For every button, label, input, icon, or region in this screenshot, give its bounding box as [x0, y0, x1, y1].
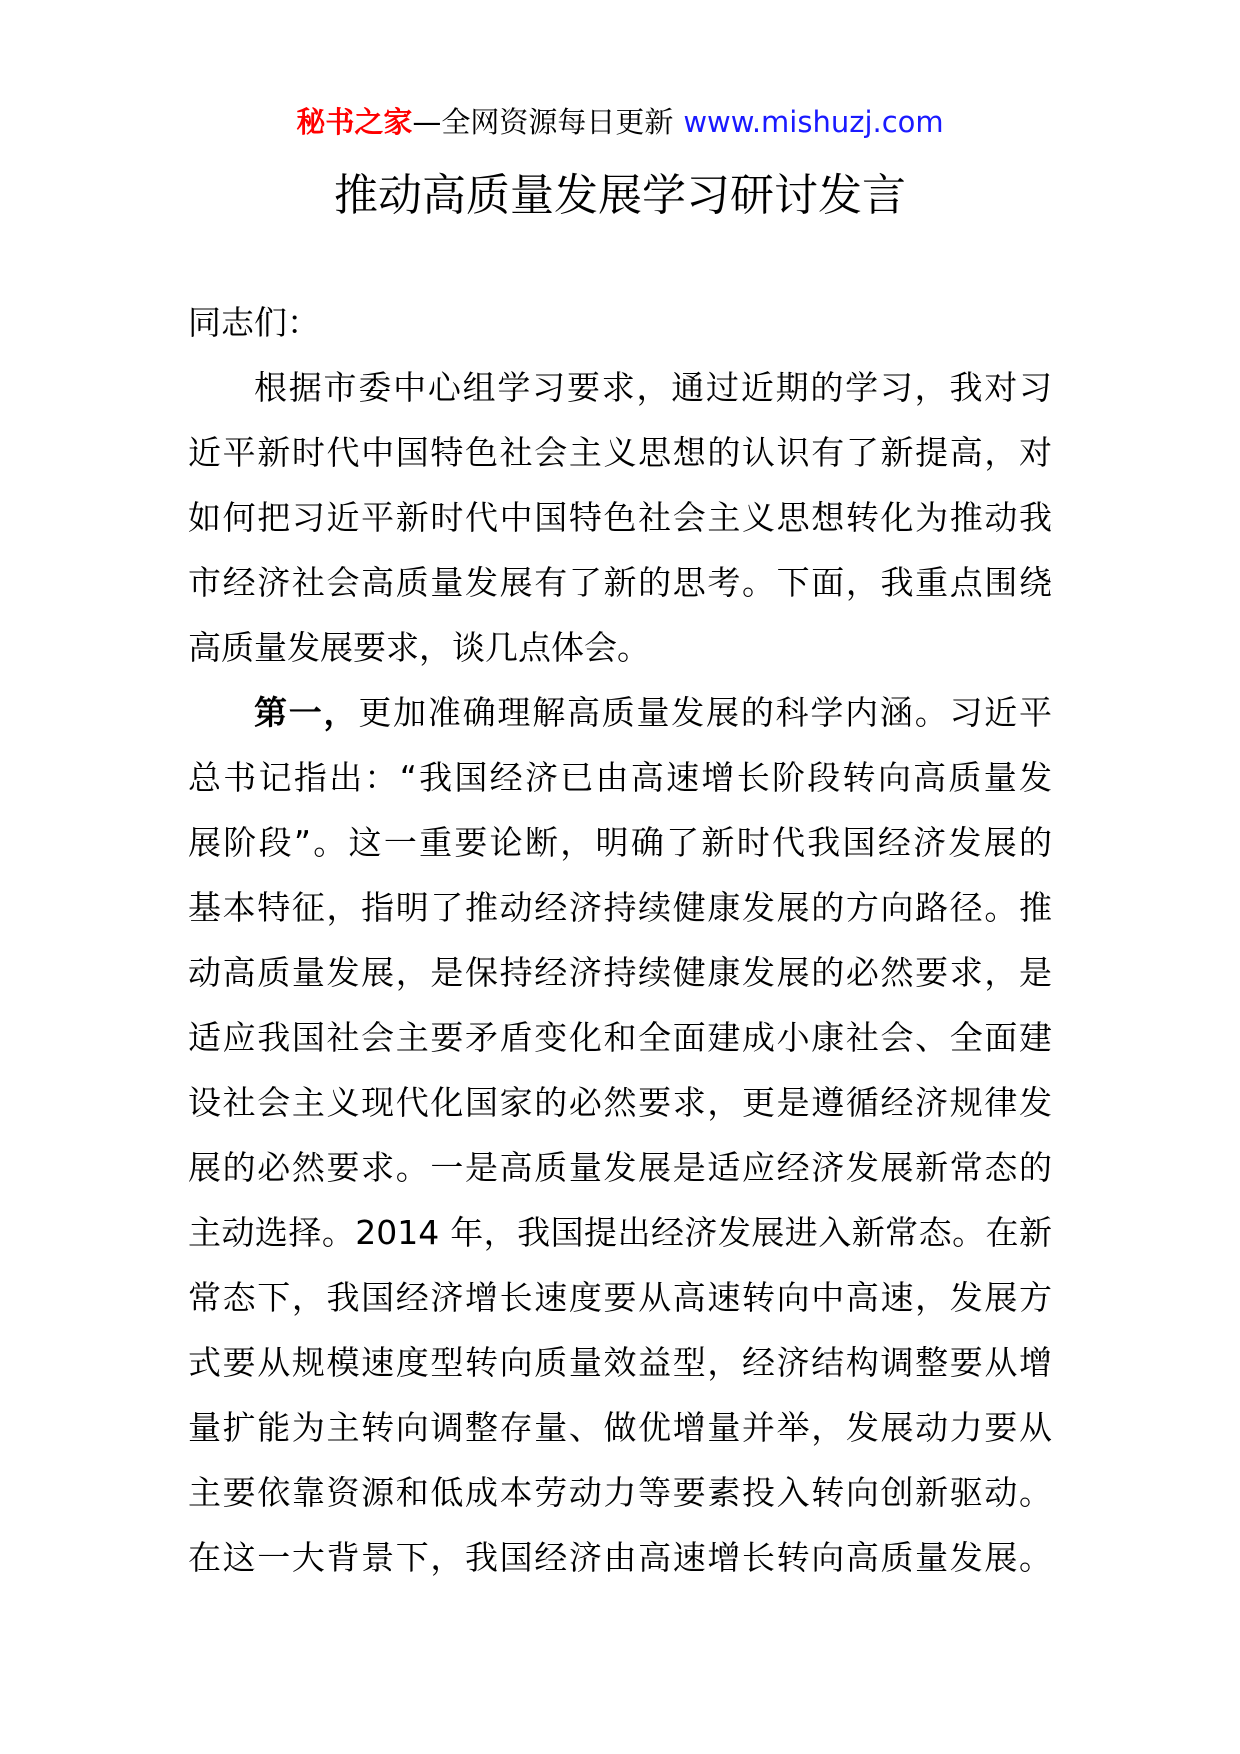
site-url[interactable]: www.mishuzj.com [683, 105, 944, 139]
document-title: 推动高质量发展学习研讨发言 [334, 170, 906, 221]
paragraph-line: 常态下，我国经济增长速度要从高速转向中高速，发展方 [188, 1278, 1052, 1317]
document-body [188, 290, 1052, 1590]
paragraph-line: 近平新时代中国特色社会主义思想的认识有了新提高，对 [188, 433, 1052, 472]
paragraph-line: 动高质量发展，是保持经济持续健康发展的必然要求，是 [188, 953, 1052, 992]
paragraph-line: 高质量发展要求，谈几点体会。 [188, 628, 650, 667]
salutation: 同志们： [188, 303, 320, 342]
paragraph-line: 总书记指出：“我国经济已由高速增长阶段转向高质量发 [188, 758, 1052, 797]
paragraph-line: 基本特征，指明了推动经济持续健康发展的方向路径。推 [188, 888, 1052, 927]
paragraph-line: 设社会主义现代化国家的必然要求，更是遵循经济规律发 [188, 1083, 1052, 1122]
paragraph-line: 式要从规模速度型转向质量效益型，经济结构调整要从增 [188, 1343, 1052, 1382]
paragraph-line: 根据市委中心组学习要求，通过近期的学习，我对习 [254, 368, 1052, 407]
paragraph-line: 主动选择。2014 年，我国提出经济发展进入新常态。在新 [188, 1213, 1052, 1252]
site-header [0, 102, 1240, 142]
paragraph-line: 量扩能为主转向调整存量、做优增量并举，发展动力要从 [188, 1408, 1052, 1447]
paragraph-line: 主要依靠资源和低成本劳动力等要素投入转向创新驱动。 [188, 1473, 1052, 1512]
paragraph-line [188, 680, 1052, 745]
paragraph-line: 适应我国社会主要矛盾变化和全面建成小康社会、全面建 [188, 1018, 1052, 1057]
header-tagline: —全网资源每日更新 [412, 105, 674, 139]
paragraph-line: 展的必然要求。一是高质量发展是适应经济发展新常态的 [188, 1148, 1052, 1187]
paragraph-line: 市经济社会高质量发展有了新的思考。下面，我重点围绕 [188, 563, 1052, 602]
section-lead: 第一， [254, 693, 359, 732]
brand-name: 秘书之家 [296, 105, 413, 139]
paragraph-line: 在这一大背景下，我国经济由高速增长转向高质量发展。 [188, 1538, 1052, 1577]
paragraph-line: 展阶段”。这一重要论断，明确了新时代我国经济发展的 [188, 823, 1052, 862]
paragraph-2 [188, 680, 1052, 1590]
section-heading-text: 更加准确理解高质量发展的科学内涵。习近平 [358, 693, 1053, 732]
paragraph-line: 如何把习近平新时代中国特色社会主义思想转化为推动我 [188, 498, 1052, 537]
paragraph-1 [188, 355, 1052, 680]
